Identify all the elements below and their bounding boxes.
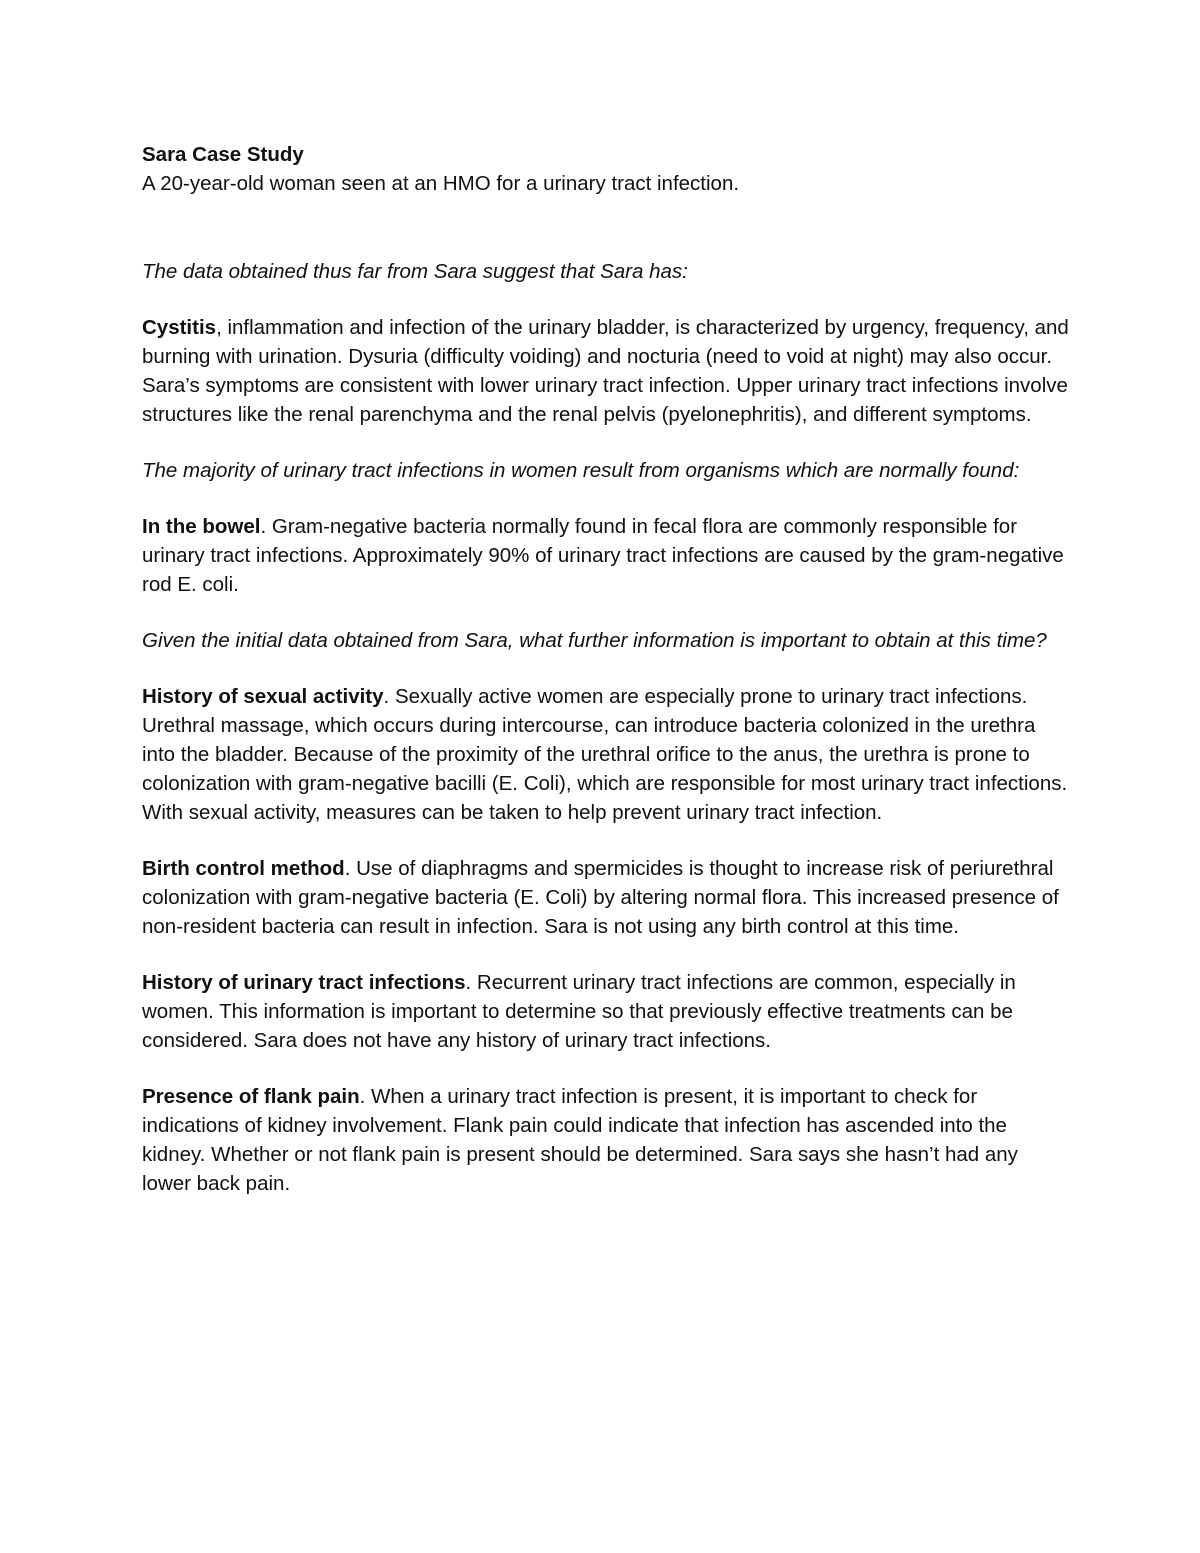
paragraph-cystitis — [142, 313, 1072, 429]
text-bowel: . Gram-negative bacteria normally found in fecal flora are commonly responsible for urinary tract infections. Approximately 90% of urinary tract infections are caused by the gram-negative rod E. coli. — [142, 515, 1064, 596]
question-prompt-2: The majority of urinary tract infections in women result from organisms which are normally found: — [142, 459, 1020, 482]
document-title: Sara Case Study — [142, 143, 304, 166]
term-bowel: In the bowel — [142, 515, 261, 538]
document-page — [142, 140, 1072, 1198]
text-uti-history: . Recurrent urinary tract infections are common, especially in women. This information is important to determine so that previously effective treatments can be considered. Sara does not have any history of urinary tract infections. — [142, 971, 1016, 1052]
paragraph-flank-pain — [142, 1082, 1072, 1198]
text-birth-control: . Use of diaphragms and spermicides is thought to increase risk of periurethral colonization with gram-negative bacteria (E. Coli) by altering normal flora. This increased presence of non-resident bacteria can result in infection. Sara is not using any birth control at this time. — [142, 857, 1059, 938]
term-birth-control: Birth control method — [142, 857, 345, 880]
paragraph-sexual-activity — [142, 682, 1072, 827]
term-sexual-activity: History of sexual activity — [142, 685, 384, 708]
paragraph-birth-control — [142, 854, 1072, 941]
document-subtitle: A 20-year-old woman seen at an HMO for a urinary tract infection. — [142, 172, 740, 195]
question-prompt-1: The data obtained thus far from Sara suggest that Sara has: — [142, 260, 688, 283]
question-prompt-3: Given the initial data obtained from Sara, what further information is important to obtain at this time? — [142, 629, 1047, 652]
paragraph-bowel — [142, 512, 1072, 599]
paragraph-uti-history — [142, 968, 1072, 1055]
text-flank-pain: . When a urinary tract infection is present, it is important to check for indications of kidney involvement. Flank pain could indicate that infection has ascended into the kidney. Whether or not flank pain is present should be determined. Sara says she hasn’t had any lower back pain. — [142, 1085, 1018, 1195]
term-cystitis: Cystitis — [142, 316, 217, 339]
text-sexual-activity: . Sexually active women are especially prone to urinary tract infections. Urethral massage, which occurs during intercourse, can introduce bacteria colonized in the urethra into the bladder. Because of the proximity of the urethral orifice to the anus, the urethra is prone to colonization with gram-negative bacilli (E. Coli), which are responsible for most urinary tract infections. With sexual activity, measures can be taken to help prevent urinary tract infection. — [142, 685, 1068, 824]
term-flank-pain: Presence of flank pain — [142, 1085, 360, 1108]
text-cystitis: , inflammation and infection of the urinary bladder, is characterized by urgency, frequency, and burning with urination. Dysuria (difficulty voiding) and nocturia (need to void at night) may also occur. Sara’s symptoms are consistent with lower urinary tract infection. Upper urinary tract infections involve structures like the renal parenchyma and the renal pelvis (pyelonephritis), and different symptoms. — [142, 316, 1069, 426]
term-uti-history: History of urinary tract infections — [142, 971, 466, 994]
